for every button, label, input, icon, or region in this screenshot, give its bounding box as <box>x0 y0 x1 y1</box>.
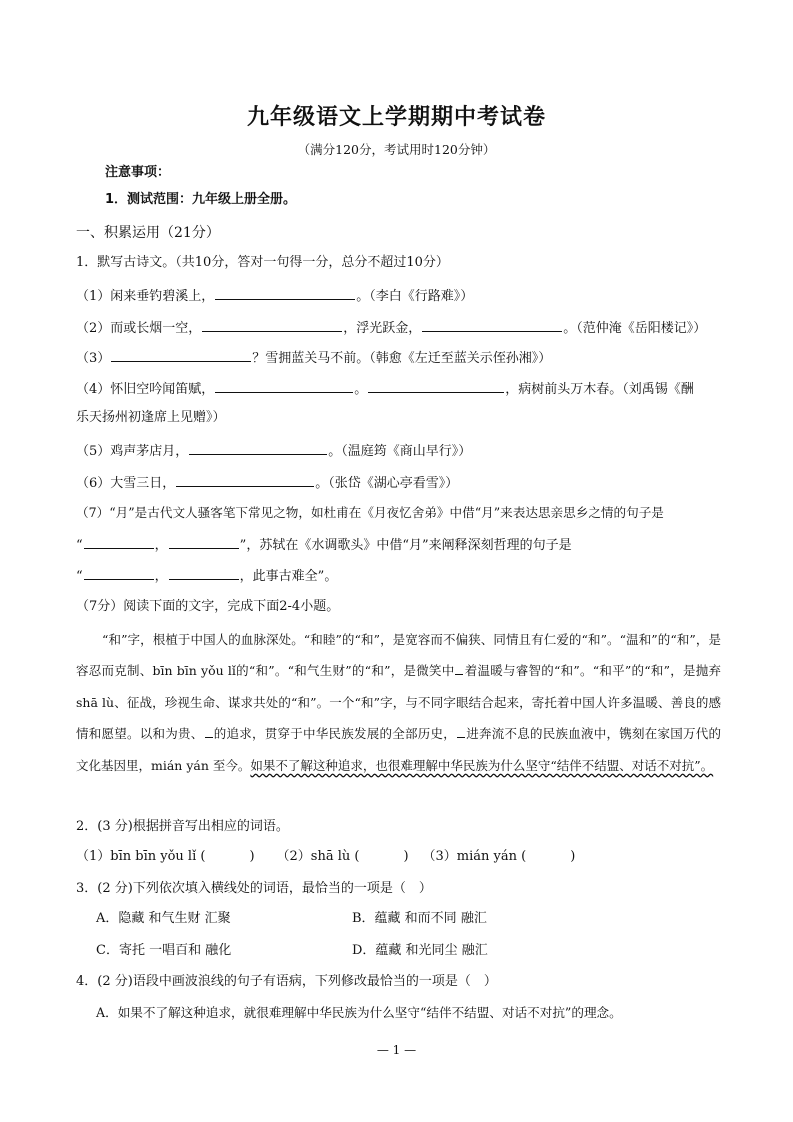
answer-blank[interactable] <box>169 566 239 580</box>
comma: ， <box>154 538 168 553</box>
q1-l1-source: 。（李白《行路难》） <box>356 289 474 304</box>
q1-l4-period: 。 <box>354 382 368 397</box>
answer-blank[interactable] <box>202 318 342 332</box>
q1-l5-text: （5）鸡声茅店月， <box>76 444 189 459</box>
q2-b: （2）shā lù ( <box>276 849 360 864</box>
answer-blank[interactable] <box>84 566 154 580</box>
answer-blank[interactable] <box>215 286 355 300</box>
answer-blank[interactable] <box>422 318 562 332</box>
paren-close: ) <box>403 849 409 864</box>
q3-stem: 3．(2 分)下列依次填入横线处的词语，最恰当的一项是（ ） <box>76 881 432 896</box>
q1-l4-text: （4）怀旧空吟闻笛赋， <box>76 382 215 397</box>
passage-part-3: 的追求，贯穿于中华民族发展的全部历史， <box>213 726 456 742</box>
passage-blank[interactable] <box>455 661 463 675</box>
q2-answers <box>76 848 575 866</box>
notes-label: 注意事项： <box>105 165 171 180</box>
q1-l2-mid: ，浮光跃金， <box>343 321 422 336</box>
q2-a: （1）bīn bīn yǒu lǐ ( <box>76 849 206 864</box>
q3-option-d[interactable]: D．蕴藏 和光同尘 融汇 <box>352 943 488 958</box>
q4-stem: 4．(2 分)语段中画波浪线的句子有语病，下列修改最恰当的一项是（ ） <box>76 974 497 989</box>
q4-option-a[interactable]: A．如果不了解这种追求，就很难理解中华民族为什么坚守“结伴不结盟、对话不对抗”的理念。 <box>96 1005 622 1020</box>
quote-open: “ <box>76 538 83 553</box>
q1-line-4-cont: 乐天扬州初逢席上见赠》） <box>76 410 226 425</box>
q1-line-2 <box>76 318 706 338</box>
q1-line-4 <box>76 379 694 399</box>
page-number: — 1 — <box>376 1043 417 1057</box>
passage-part-2: 着温暖与睿智的“和”。“和平”的“和”，是抛弃 shā lù、征战，珍视生命、谋求共处的“和”。一个“和”字，与不同字眼结合起来，寄托着中国人许多温暖、善良的感情和愿望。以和为贵、 <box>76 663 722 742</box>
q1-l4-source: ，病树前头万木春。（刘禹锡《酬 <box>505 382 694 397</box>
q1-l3-num: （3） <box>76 351 111 366</box>
q1-l3-text: ？雪拥蓝关马不前。（韩愈《左迁至蓝关示侄孙湘》） <box>252 351 552 366</box>
quote-open: “ <box>76 569 83 584</box>
answer-blank[interactable] <box>176 473 314 487</box>
notes-item: 1．测试范围：九年级上册全册。 <box>105 192 297 207</box>
q1-line-7b <box>76 535 572 555</box>
passage-blank[interactable] <box>205 724 213 738</box>
paren-close: ) <box>249 849 255 864</box>
q2-stem: 2．(3 分)根据拼音写出相应的词语。 <box>76 819 289 834</box>
q1-line-7: （7）“月”是古代文人骚客笔下常见之物，如杜甫在《月夜忆舍弟》中借“月”来表达思亲思乡之情的句子是 <box>76 505 664 520</box>
passage-part-4: 进奔流不息的民族血液中，镌刻在家国万代的文化基因里，mián yán 至今。 <box>76 726 721 773</box>
q1-line-5 <box>76 441 471 461</box>
q1-line-7c <box>76 566 337 586</box>
q1-l2-source: 。（范仲淹《岳阳楼记》） <box>563 321 707 336</box>
q1-l7c-text: ，此事古难全”。 <box>239 569 338 584</box>
page-title: 九年级语文上学期期中考试卷 <box>246 105 546 130</box>
q1-l6-text: （6）大雪三日， <box>76 476 176 491</box>
q1-l6-source: 。（张岱《湖心亭看雪》） <box>315 476 459 491</box>
q3-option-c[interactable]: C．寄托 一唱百和 融化 <box>96 943 232 958</box>
answer-blank[interactable] <box>215 379 353 393</box>
q2-c: （3）mián yán ( <box>422 849 527 864</box>
section-heading: 一、积累运用（21分） <box>76 225 220 241</box>
answer-blank[interactable] <box>169 535 239 549</box>
passage-part-1: “和”字，根植于中国人的血脉深处。“和睦”的“和”，是宽容而不偏狭、同情且有仁爱的“和”。“温和”的“和”，是容忍而克制、bīn bīn yǒu lǐ的“和”。“和气生财”的“和”，是微笑中 <box>76 632 721 679</box>
paren-close: ) <box>570 849 576 864</box>
wavy-underlined-sentence: 如果不了解这种追求，也很难理解中华民族为什么坚守“结伴不结盟、对话不对抗”。 <box>250 757 714 773</box>
q1-l2-text: （2）而或长烟一空， <box>76 321 202 336</box>
q1-line-1 <box>76 286 473 306</box>
q3-option-b[interactable]: B．蕴藏 和而不同 融汇 <box>352 911 487 926</box>
answer-blank[interactable] <box>368 379 504 393</box>
comma: ， <box>154 569 168 584</box>
q1-l1-text: （1）闲来垂钓碧溪上， <box>76 289 215 304</box>
answer-blank[interactable] <box>111 348 251 362</box>
page-subtitle: （满分120分，考试用时120分钟） <box>297 142 496 157</box>
q1-line-3 <box>76 348 551 368</box>
reading-passage <box>76 624 721 781</box>
q1-stem: 1．默写古诗文。（共10分，答对一句得一分，总分不超过10分） <box>76 255 449 270</box>
reading-intro: （7分）阅读下面的文字，完成下面2-4小题。 <box>76 599 340 614</box>
q3-option-a[interactable]: A．隐藏 和气生财 汇聚 <box>96 911 231 926</box>
q1-l7b-text: ”，苏轼在《水调歌头》中借“月”来阐释深刻哲理的句子是 <box>239 538 572 553</box>
answer-blank[interactable] <box>84 535 154 549</box>
answer-blank[interactable] <box>189 441 327 455</box>
q1-line-6 <box>76 473 458 493</box>
passage-blank[interactable] <box>457 724 465 738</box>
q1-l5-source: 。（温庭筠《商山早行》） <box>328 444 472 459</box>
